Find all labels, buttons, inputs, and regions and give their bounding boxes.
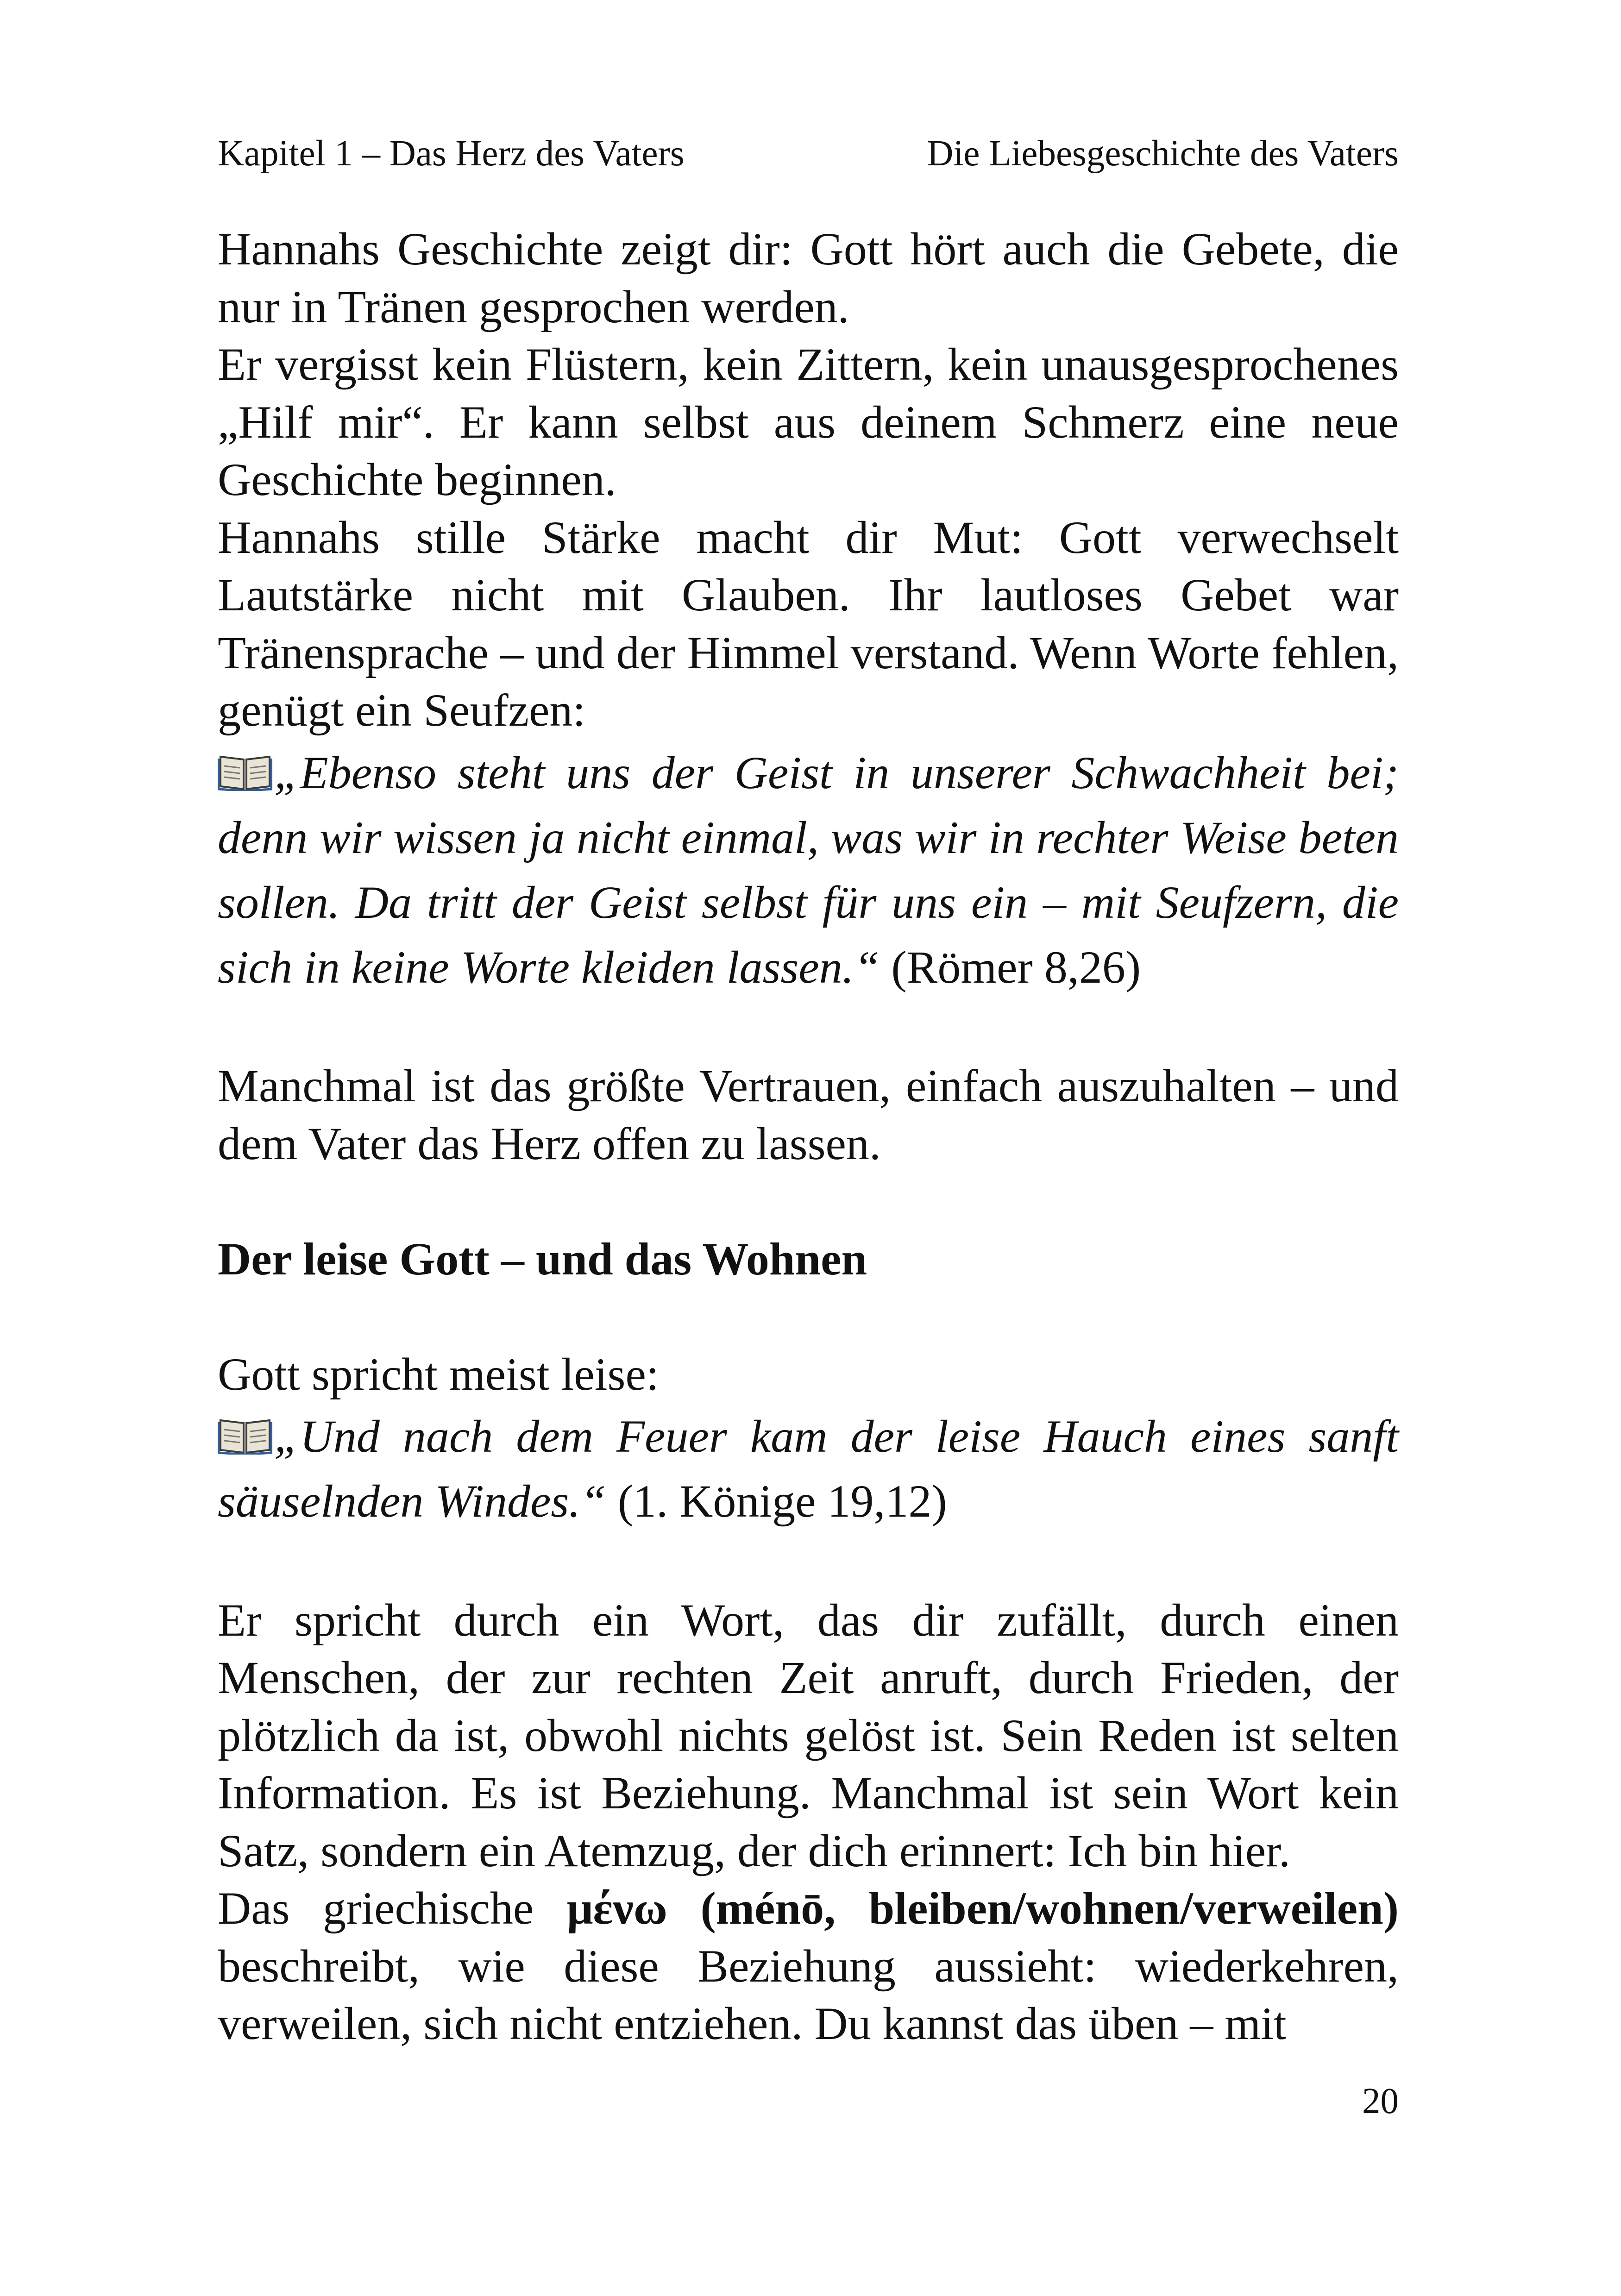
running-header bbox=[218, 131, 1399, 177]
blank-line bbox=[218, 1534, 1399, 1592]
bible-quote-romans bbox=[218, 740, 1399, 1000]
blank-line bbox=[218, 1288, 1399, 1346]
blank-line bbox=[218, 1000, 1399, 1058]
section-heading: Der leise Gott – und das Wohnen bbox=[218, 1233, 867, 1285]
page-number: 20 bbox=[1362, 2081, 1399, 2121]
blank-line bbox=[218, 1173, 1399, 1230]
paragraph-text: beschreibt, wie diese Beziehung aussieht: wiederkehren, verweilen, sich nicht entziehen. Du kannst das üben – mit bbox=[218, 1940, 1399, 2049]
open-book-icon bbox=[218, 752, 272, 791]
paragraph: Er vergisst kein Flüstern, kein Zittern, kein unausgesprochenes „Hilf mir“. Er kann selbst aus deinem Schmerz eine neue Geschichte beginnen. bbox=[218, 339, 1399, 505]
quote-reference: (1. Könige 19,12) bbox=[606, 1475, 947, 1527]
chapter-title: Kapitel 1 – Das Herz des Vaters bbox=[218, 133, 685, 174]
quote-text: „Und nach dem Feuer kam der leise Hauch eines sanft säuselnden Windes.“ bbox=[218, 1411, 1399, 1527]
paragraph: Er spricht durch ein Wort, das dir zufällt, durch einen Menschen, der zur rechten Zeit anruft, durch Frieden, der plötzlich da ist, obwohl nichts gelöst ist. Sein Reden ist selten Information. Es ist Beziehung. Manchmal ist sein Wort kein Satz, sondern ein Atemzug, der dich erinnert: Ich bin hier. bbox=[218, 1594, 1399, 1876]
quote-text: „Ebenso steht uns der Geist in unserer Schwachheit bei; denn wir wissen ja nicht einmal, was wir in rechter Weise beten sollen. Da tritt der Geist selbst für uns ein – mit Seufzern, die sich in keine Worte kleiden lassen.“ bbox=[218, 747, 1399, 993]
paragraph: Manchmal ist das größte Vertrauen, einfach auszuhalten – und dem Vater das Herz offen zu lassen. bbox=[218, 1060, 1399, 1169]
paragraph bbox=[218, 1880, 1399, 2053]
paragraph-text: Das griechische bbox=[218, 1882, 567, 1934]
paragraph: Hannahs stille Stärke macht dir Mut: Gott verwechselt Lautstärke nicht mit Glauben. Ihr lautloses Gebet war Tränensprache – und der Himmel verstand. Wenn Worte fehlen, genügt ein Seufzen: bbox=[218, 511, 1399, 736]
open-book-icon bbox=[218, 1416, 272, 1455]
paragraph: Hannahs Geschichte zeigt dir: Gott hört auch die Gebete, die nur in Tränen gesprochen werden. bbox=[218, 223, 1399, 332]
bible-quote-kings bbox=[218, 1404, 1399, 1534]
book-title: Die Liebesgeschichte des Vaters bbox=[927, 133, 1399, 174]
page-body bbox=[218, 220, 1399, 2053]
paragraph: Gott spricht meist leise: bbox=[218, 1348, 659, 1400]
quote-reference: (Römer 8,26) bbox=[880, 941, 1141, 993]
greek-term: μένω (ménō, bleiben/wohnen/verweilen) bbox=[566, 1882, 1399, 1934]
